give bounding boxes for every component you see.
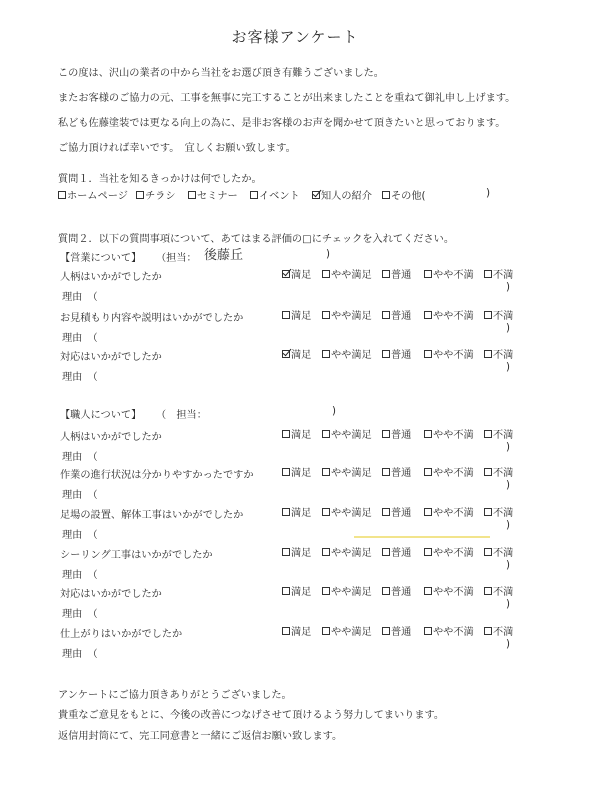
checkbox-icon[interactable]	[382, 548, 390, 556]
craft-rating-option[interactable]	[424, 464, 474, 479]
rating-label: 満足	[291, 508, 312, 519]
q1-option-label: ホームページ	[67, 191, 128, 202]
checkbox-icon[interactable]	[322, 508, 330, 516]
craft-reason-close: )	[506, 639, 510, 650]
sales-reason-close: )	[506, 323, 510, 334]
rating-label: やや満足	[331, 350, 372, 361]
craft-rating-option[interactable]	[484, 623, 513, 638]
rating-label: やや満足	[331, 311, 372, 322]
checkbox-icon[interactable]	[322, 430, 330, 438]
craft-rating-option[interactable]	[424, 623, 474, 638]
checkbox-icon[interactable]	[382, 191, 390, 199]
sales-rating-option[interactable]	[282, 307, 311, 322]
rating-label: やや満足	[331, 508, 372, 519]
footer-line-3: 返信用封筒にて、完工同意書と一緒にご返信お願い致します。	[58, 731, 343, 742]
rating-label: 普通	[391, 311, 412, 322]
checkbox-icon[interactable]	[282, 311, 290, 319]
craft-rating-option[interactable]	[382, 623, 411, 638]
craft-rating-option[interactable]	[282, 504, 311, 519]
q1-option-1[interactable]	[136, 187, 176, 202]
craft-section-header: 【職人について】	[60, 410, 142, 421]
checkbox-icon[interactable]	[424, 270, 432, 278]
sales-rating-option[interactable]	[282, 346, 311, 361]
checkbox-icon[interactable]	[136, 191, 144, 199]
q1-option-label: その他(	[391, 191, 426, 202]
checkbox-icon[interactable]	[382, 508, 390, 516]
sales-question-label: 人柄はいかがでしたか	[60, 272, 162, 283]
checkbox-icon[interactable]	[424, 587, 432, 595]
craft-rating-option[interactable]	[282, 583, 311, 598]
rating-label: 満足	[291, 548, 312, 559]
sales-reason-close: )	[506, 362, 510, 373]
craft-reason-label[interactable]: 理由 （	[62, 609, 98, 620]
rating-label: やや不満	[433, 587, 474, 598]
craft-question-label: 作業の進行状況は分かりやすかったですか	[60, 470, 254, 481]
craft-reason-close: )	[506, 599, 510, 610]
craft-rating-option[interactable]	[382, 544, 411, 559]
checkbox-icon[interactable]	[484, 430, 492, 438]
craft-reason-label[interactable]: 理由 （	[62, 530, 98, 541]
checkbox-icon[interactable]	[382, 468, 390, 476]
sales-reason-close: )	[506, 282, 510, 293]
craft-rating-option[interactable]	[322, 544, 372, 559]
craft-reason-label[interactable]: 理由 （	[62, 570, 98, 581]
checkbox-icon[interactable]	[382, 270, 390, 278]
checkbox-icon[interactable]	[282, 270, 290, 278]
craft-rating-option[interactable]	[282, 623, 311, 638]
checkbox-icon[interactable]	[484, 587, 492, 595]
checkbox-icon[interactable]	[424, 548, 432, 556]
craft-rating-option[interactable]	[282, 426, 311, 441]
question-2: 質問２．以下の質問事項について、あてはまる評価の□にチェックを入れてください。	[58, 234, 455, 245]
checkbox-icon[interactable]	[424, 627, 432, 635]
rating-label: やや満足	[331, 548, 372, 559]
checkbox-icon[interactable]	[282, 548, 290, 556]
craft-rating-option[interactable]	[382, 426, 411, 441]
rating-label: 不満	[493, 430, 514, 441]
craft-rating-option[interactable]	[424, 544, 474, 559]
craft-question-label: 足場の設置、解体工事はいかがでしたか	[60, 510, 244, 521]
rating-label: やや不満	[433, 468, 474, 479]
craft-question-label: 人柄はいかがでしたか	[60, 432, 162, 443]
intro-line-4: ご協力頂ければ幸いです。 宜しくお願い致します。	[58, 143, 296, 154]
sales-rating-option[interactable]	[282, 266, 311, 281]
sales-rating-option[interactable]	[382, 307, 411, 322]
rating-label: 普通	[391, 430, 412, 441]
craft-reason-label[interactable]: 理由 （	[62, 490, 98, 501]
intro-line-1: この度は、沢山の業者の中から当社をお選び頂き有難うございました。	[58, 68, 384, 79]
checkbox-icon[interactable]	[382, 587, 390, 595]
rating-label: 不満	[493, 508, 514, 519]
checkbox-icon[interactable]	[282, 508, 290, 516]
intro-line-3: 私ども佐藤塗装では更なる向上の為に、是非お客様のお声を聞かせて頂きたいと思っております。	[58, 118, 506, 129]
craft-rating-option[interactable]	[322, 426, 372, 441]
sales-rating-option[interactable]	[382, 266, 411, 281]
rating-label: やや不満	[433, 270, 474, 281]
footer-line-2: 貴重なご意見をもとに、今後の改善につなげさせて頂けるよう努力してまいります。	[58, 710, 445, 721]
checkbox-icon[interactable]	[424, 311, 432, 319]
rating-label: 不満	[493, 548, 514, 559]
q1-option-label: 知人の紹介	[321, 191, 372, 202]
checkbox-icon[interactable]	[484, 468, 492, 476]
rating-label: やや満足	[331, 468, 372, 479]
page-title: お客様アンケート	[231, 28, 359, 46]
checkbox-icon[interactable]	[484, 508, 492, 516]
rating-label: 不満	[493, 311, 514, 322]
question-1: 質問１．当社を知るきっかけは何でしたか。	[58, 174, 262, 185]
rating-label: 不満	[493, 587, 514, 598]
checkbox-icon[interactable]	[382, 350, 390, 358]
q1-option-2[interactable]	[188, 187, 238, 202]
checkbox-icon[interactable]	[322, 270, 330, 278]
checkbox-icon[interactable]	[484, 548, 492, 556]
checkbox-icon[interactable]	[282, 430, 290, 438]
rating-label: 普通	[391, 350, 412, 361]
q1-option-0[interactable]	[58, 187, 128, 202]
checkbox-icon[interactable]	[382, 430, 390, 438]
rating-label: 普通	[391, 627, 412, 638]
craft-rating-option[interactable]	[424, 504, 474, 519]
rating-label: 満足	[291, 311, 312, 322]
sales-rating-option[interactable]	[322, 266, 372, 281]
sales-reason-label[interactable]: 理由 （	[62, 333, 98, 344]
craft-question-label: シーリング工事はいかがでしたか	[60, 550, 213, 561]
sales-staff-close: )	[326, 249, 330, 260]
rating-label: 満足	[291, 350, 312, 361]
checkbox-icon[interactable]	[282, 468, 290, 476]
intro-line-2: またお客様のご協力の元、工事を無事に完工することが出来ましたことを重ねて御礼申し上げます。	[58, 93, 516, 104]
craft-question-label: 対応はいかがでしたか	[60, 589, 162, 600]
rating-label: 不満	[493, 627, 514, 638]
checkbox-icon[interactable]	[382, 627, 390, 635]
craft-rating-option[interactable]	[484, 583, 513, 598]
rating-label: 満足	[291, 587, 312, 598]
rating-label: やや不満	[433, 311, 474, 322]
sales-reason-label[interactable]: 理由 （	[62, 292, 98, 303]
craft-question-label: 仕上がりはいかがでしたか	[60, 629, 183, 640]
sales-staff-label: （担当：	[156, 253, 197, 264]
craft-reason-label[interactable]: 理由 （	[62, 452, 98, 463]
sales-rating-option[interactable]	[382, 346, 411, 361]
q1-option-label: イベント	[259, 191, 300, 202]
rating-label: 満足	[291, 627, 312, 638]
craft-reason-close: )	[506, 442, 510, 453]
q1-option-3[interactable]	[250, 187, 300, 202]
sales-staff-name[interactable]: 後藤丘	[204, 248, 244, 263]
checkbox-icon[interactable]	[424, 350, 432, 358]
craft-rating-option[interactable]	[484, 544, 513, 559]
craft-rating-option[interactable]	[282, 544, 311, 559]
rating-label: やや満足	[331, 270, 372, 281]
rating-label: 満足	[291, 468, 312, 479]
rating-label: やや不満	[433, 430, 474, 441]
q1-other-close: )	[486, 187, 491, 199]
sales-rating-option[interactable]	[322, 307, 372, 322]
rating-label: 普通	[391, 548, 412, 559]
checkbox-icon[interactable]	[322, 311, 330, 319]
rating-label: やや満足	[331, 587, 372, 598]
craft-staff-close: )	[332, 406, 336, 417]
checkbox-icon[interactable]	[322, 548, 330, 556]
checkbox-icon[interactable]	[424, 430, 432, 438]
checkbox-icon[interactable]	[322, 468, 330, 476]
checkbox-icon[interactable]	[58, 191, 66, 199]
checkbox-icon[interactable]	[382, 311, 390, 319]
craft-rating-option[interactable]	[424, 426, 474, 441]
craft-reason-label[interactable]: 理由 （	[62, 649, 98, 660]
checkbox-icon[interactable]	[188, 191, 196, 199]
rating-label: 不満	[493, 270, 514, 281]
checkbox-icon[interactable]	[322, 627, 330, 635]
rating-label: 不満	[493, 468, 514, 479]
rating-label: 普通	[391, 508, 412, 519]
sales-reason-label[interactable]: 理由 （	[62, 372, 98, 383]
craft-rating-option[interactable]	[322, 583, 372, 598]
sales-rating-option[interactable]	[484, 346, 513, 361]
rating-label: 満足	[291, 270, 312, 281]
footer-line-1: アンケートにご協力頂きありがとうございました。	[58, 690, 292, 701]
sales-question-label: 対応はいかがでしたか	[60, 352, 162, 363]
q1-option-label: チラシ	[145, 191, 176, 202]
craft-rating-option[interactable]	[322, 464, 372, 479]
sales-rating-option[interactable]	[484, 307, 513, 322]
craft-rating-option[interactable]	[382, 504, 411, 519]
rating-label: やや不満	[433, 627, 474, 638]
checkbox-icon[interactable]	[282, 627, 290, 635]
craft-rating-option[interactable]	[322, 623, 372, 638]
rating-label: 普通	[391, 468, 412, 479]
rating-label: やや不満	[433, 350, 474, 361]
craft-rating-option[interactable]	[382, 464, 411, 479]
checkbox-icon[interactable]	[484, 627, 492, 635]
highlight-mark	[354, 536, 490, 538]
rating-label: 普通	[391, 587, 412, 598]
sales-rating-option[interactable]	[484, 266, 513, 281]
checkbox-icon[interactable]	[282, 587, 290, 595]
rating-label: 満足	[291, 430, 312, 441]
sales-rating-option[interactable]	[322, 346, 372, 361]
rating-label: やや満足	[331, 430, 372, 441]
rating-label: やや満足	[331, 627, 372, 638]
rating-label: 不満	[493, 350, 514, 361]
craft-reason-close: )	[506, 520, 510, 531]
sales-rating-option[interactable]	[424, 266, 474, 281]
craft-rating-option[interactable]	[282, 464, 311, 479]
craft-rating-option[interactable]	[382, 583, 411, 598]
craft-staff-label: （ 担当：	[156, 410, 207, 421]
rating-label: やや不満	[433, 548, 474, 559]
craft-rating-option[interactable]	[484, 426, 513, 441]
sales-section-header: 【営業について】	[60, 253, 142, 264]
checkbox-icon[interactable]	[484, 311, 492, 319]
checkbox-icon[interactable]	[484, 270, 492, 278]
craft-rating-option[interactable]	[322, 504, 372, 519]
checkbox-icon[interactable]	[424, 508, 432, 516]
checkbox-icon[interactable]	[424, 468, 432, 476]
rating-label: 普通	[391, 270, 412, 281]
sales-question-label: お見積もり内容や説明はいかがでしたか	[60, 313, 244, 324]
sales-rating-option[interactable]	[424, 307, 474, 322]
checkbox-icon[interactable]	[250, 191, 258, 199]
q1-option-4[interactable]	[312, 187, 372, 202]
craft-rating-option[interactable]	[424, 583, 474, 598]
q1-option-label: セミナー	[197, 191, 238, 202]
sales-rating-option[interactable]	[424, 346, 474, 361]
checkbox-icon[interactable]	[322, 350, 330, 358]
craft-rating-option[interactable]	[484, 504, 513, 519]
checkbox-icon[interactable]	[322, 587, 330, 595]
checkbox-icon[interactable]	[282, 350, 290, 358]
q1-option-5[interactable]	[382, 187, 426, 202]
craft-reason-close: )	[506, 480, 510, 491]
craft-rating-option[interactable]	[484, 464, 513, 479]
rating-label: やや不満	[433, 508, 474, 519]
checkbox-icon[interactable]	[484, 350, 492, 358]
checkbox-icon[interactable]	[312, 191, 320, 199]
craft-reason-close: )	[506, 560, 510, 571]
